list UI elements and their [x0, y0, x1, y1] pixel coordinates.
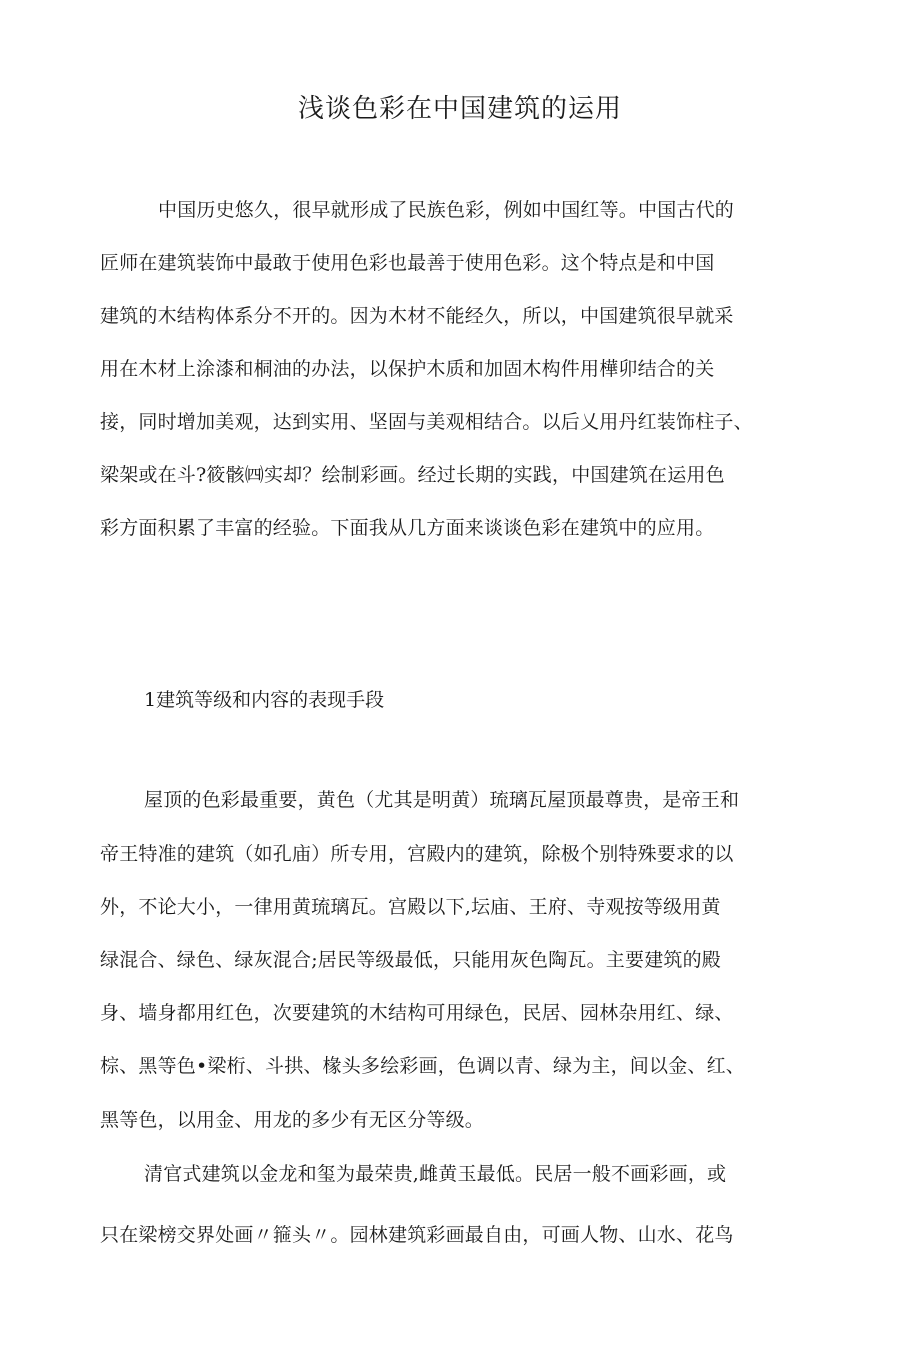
document-title: 浅谈色彩在中国建筑的运用: [297, 94, 622, 124]
section-heading: 1建筑等级和内容的表现手段: [144, 689, 385, 711]
intro-line: 彩方面积累了丰富的经验。下面我从几方面来谈谈色彩在建筑中的应用。: [100, 517, 715, 539]
para-line: 棕、黑等色•梁桁、斗拱、椽头多绘彩画，色调以青、绿为主，间以金、红、: [100, 1055, 746, 1077]
para-line: 绿混合、绿色、绿灰混合;居民等级最低，只能用灰色陶瓦。主要建筑的殿: [100, 949, 722, 971]
para-line: 清官式建筑以金龙和玺为最荣贵,雌黄玉最低。民居一般不画彩画，或: [144, 1163, 727, 1185]
para-line: 外，不论大小，一律用黄琉璃瓦。宫殿以下,坛庙、王府、寺观按等级用黄: [100, 896, 721, 918]
intro-line: 梁架或在斗?筱骸㈣实却？绘制彩画。经过长期的实践，中国建筑在运用色: [100, 464, 725, 486]
intro-line: 中国历史悠久，很早就形成了民族色彩，例如中国红等。中国古代的: [158, 199, 735, 221]
intro-line: 匠师在建筑装饰中最敢于使用色彩也最善于使用色彩。这个特点是和中国: [100, 252, 715, 274]
para-line: 身、墙身都用红色，次要建筑的木结构可用绿色，民居、园林杂用红、绿、: [100, 1002, 734, 1024]
intro-line: 建筑的木结构体系分不开的。因为木材不能经久，所以，中国建筑很早就采: [100, 305, 734, 327]
para-line: 屋顶的色彩最重要，黄色（尤其是明黄）琉璃瓦屋顶最尊贵，是帝王和: [144, 789, 740, 811]
intro-line: 接，同时增加美观，达到实用、坚固与美观相结合。以后乂用丹红装饰柱子、: [100, 411, 753, 433]
intro-line: 用在木材上涂漆和桐油的办法，以保护木质和加固木构件用樺卯结合的关: [100, 358, 715, 380]
para-line: 帝王特准的建筑（如孔庙）所专用，宫殿内的建筑，除极个别特殊要求的以: [100, 843, 734, 865]
para-line: 只在梁榜交界处画〃箍头〃。园林建筑彩画最自由，可画人物、山水、花鸟: [100, 1224, 734, 1246]
para-line: 黑等色，以用金、用龙的多少有无区分等级。: [100, 1109, 485, 1131]
